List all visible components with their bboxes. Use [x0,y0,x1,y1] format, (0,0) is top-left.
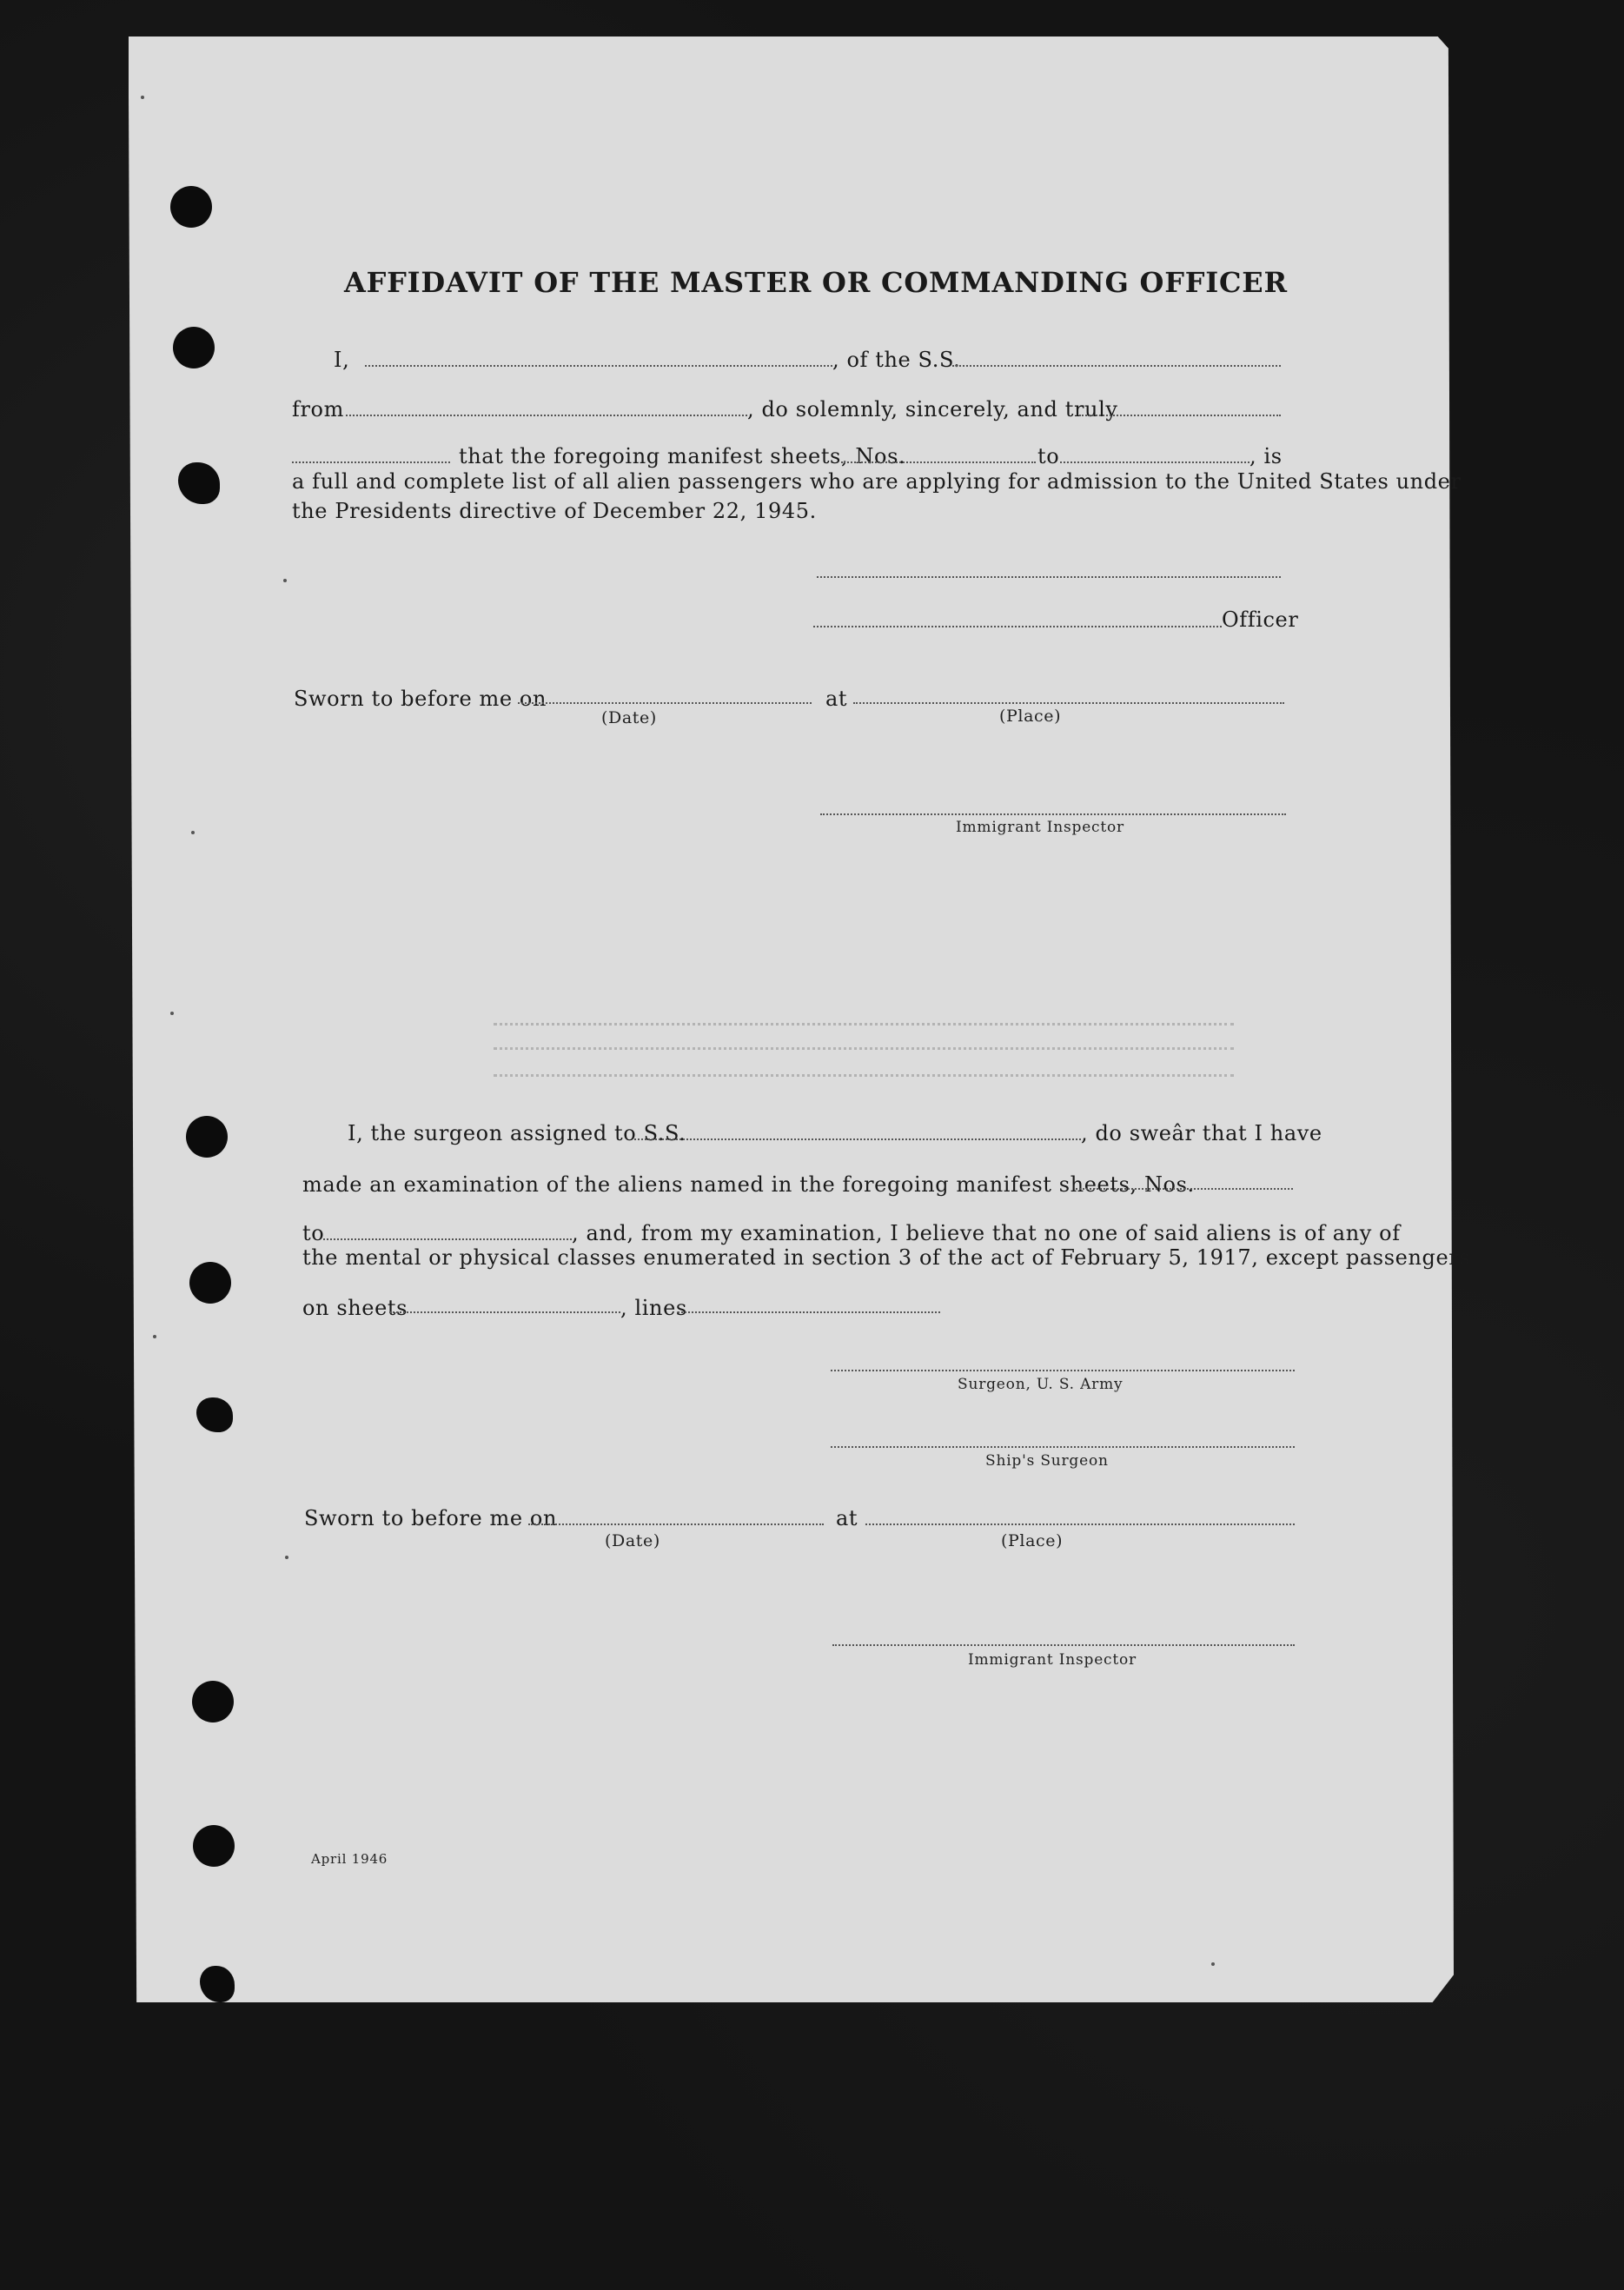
punch-hole [173,327,215,368]
officer-label: Officer [1222,607,1299,632]
punch-hole [189,1262,231,1304]
surgeon-sworn-label: Sworn to before me on [304,1506,558,1530]
surgeon-ship-field[interactable] [634,1138,1081,1140]
surgeon-date-caption: (Date) [605,1531,660,1550]
master-name-field[interactable] [365,365,832,367]
master-inspector-signature-field[interactable] [820,813,1286,815]
form-title: AFFIDAVIT OF THE MASTER OR COMMANDING OFFICER [344,266,1288,299]
master-place-caption: (Place) [999,707,1062,726]
army-surgeon-signature-field[interactable] [831,1370,1295,1371]
dust-speck [283,579,287,582]
surgeon-sheets-to-field[interactable] [323,1238,572,1240]
surgeon-at-label: at [836,1506,858,1530]
master-line3-to: to [1037,444,1060,468]
separator-dots [494,1047,1234,1050]
surgeon-sheets-from-field[interactable] [1076,1188,1293,1190]
master-from-field[interactable] [346,415,747,416]
separator-dots [494,1074,1234,1077]
dust-speck [141,96,144,99]
master-sheets-from-field[interactable] [841,461,1036,463]
master-line3-mid: that the foregoing manifest sheets, Nos. [459,444,906,468]
master-date-field[interactable] [518,702,812,704]
surgeon-place-field[interactable] [865,1523,1295,1525]
dust-speck [170,1012,174,1015]
master-officer-field[interactable] [813,626,1222,627]
ship-surgeon-caption: Ship's Surgeon [985,1452,1109,1470]
master-sworn-label: Sworn to before me on [294,687,547,711]
master-line1-start: I, [334,348,350,372]
dust-speck [285,1556,288,1559]
surgeon-line5-mid: , lines [620,1296,687,1320]
punch-hole [192,1681,234,1722]
form-date: April 1946 [311,1851,388,1867]
dust-speck [191,831,195,834]
surgeon-date-field[interactable] [528,1523,824,1525]
master-place-field[interactable] [853,702,1284,704]
master-signature-field[interactable] [817,576,1281,578]
master-sheets-to-field[interactable] [1060,461,1249,463]
punch-hole [170,186,212,228]
surgeon-place-caption: (Place) [1001,1531,1064,1550]
master-inspector-caption: Immigrant Inspector [956,819,1124,836]
master-oath-word-field[interactable] [292,461,450,463]
surgeon-line2: made an examination of the aliens named in the foregoing manifest sheets, Nos. [302,1172,1195,1197]
surgeon-inspector-caption: Immigrant Inspector [968,1651,1137,1669]
punch-hole [193,1825,235,1867]
master-line4: a full and complete list of all alien passengers who are applying for admission to the United States under [292,469,1462,494]
surgeon-line3-start: to [302,1221,325,1245]
surgeon-line5-start: on sheets [302,1296,408,1320]
dust-speck [1211,1962,1215,1966]
surgeon-line1-end: , do sweâr that I have [1081,1121,1322,1145]
punch-hole [186,1116,228,1158]
master-line2-start: from [292,397,344,421]
master-at-label: at [825,687,848,711]
army-surgeon-caption: Surgeon, U. S. Army [958,1376,1124,1393]
surgeon-line4: the mental or physical classes enumerated in section 3 of the act of February 5, 1917, except passengers [302,1245,1471,1270]
surgeon-inspector-signature-field[interactable] [832,1644,1295,1646]
form-sheet [129,37,1454,2002]
master-line3-end: , is [1249,444,1283,468]
master-ship-field[interactable] [952,365,1281,367]
master-line2-mid: , do solemnly, sincerely, and truly [747,397,1118,421]
master-line1-mid: , of the S.S. [832,348,961,372]
ship-surgeon-signature-field[interactable] [831,1446,1295,1448]
surgeon-line3-end: , and, from my examination, I believe that no one of said aliens is of any of [572,1221,1401,1245]
surgeon-line1-start: I, the surgeon assigned to S.S. [348,1121,686,1145]
master-line5: the Presidents directive of December 22, 1945. [292,499,817,523]
surgeon-exception-sheets-field[interactable] [389,1311,620,1313]
master-date-caption: (Date) [601,708,657,727]
separator-dots [494,1023,1234,1026]
master-oath-field[interactable] [1079,415,1281,416]
surgeon-exception-lines-field[interactable] [678,1311,940,1313]
dust-speck [153,1335,156,1338]
